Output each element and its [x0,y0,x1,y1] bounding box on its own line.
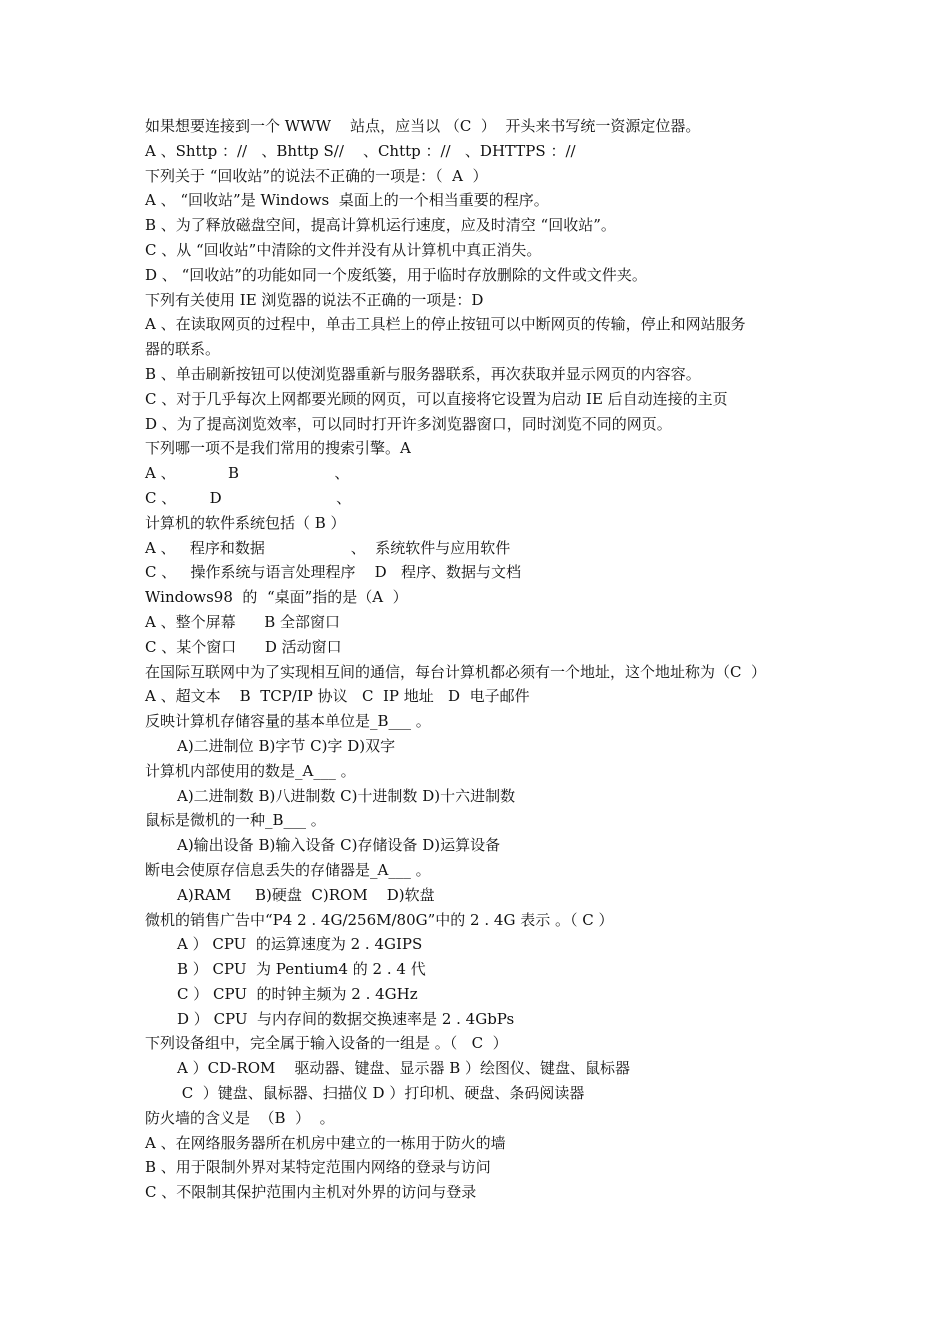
answer-option-continued: 器的联系。 [145,340,221,359]
question-text: Windows98 的 “桌面”指的是（A ） [145,588,408,607]
question-text: 微机的销售广告中“P4 2 . 4G/256M/80G”中的 2 . 4G 表示 。（ C ） [145,910,614,929]
answer-options: A ）CD-ROM 驱动器、键盘、显示器 B ）绘图仪、键盘、鼠标器 [177,1059,631,1078]
answer-option: B ） CPU 为 Pentium4 的 2 . 4 代 [177,960,426,979]
answer-option: A 、 “回收站”是 Windows 桌面上的一个相当重要的程序。 [145,191,549,210]
answer-option: B 、用于限制外界对某特定范围内网络的登录与访问 [145,1158,491,1177]
answer-option: C 、对于几乎每次上网都要光顾的网页，可以直接将它设置为启动 IE 后自动连接的主页 [145,389,728,408]
question-text: 在国际互联网中为了实现相互间的通信，每台计算机都必须有一个地址，这个地址称为（C ） [145,662,767,681]
answer-options: A 、Shttp ：// 、Bhttp S// 、Chttp ：// 、DHTTPS ：// [145,141,576,160]
answer-option: C 、从 “回收站”中清除的文件并没有从计算机中真正消失。 [145,240,542,259]
answer-options: A 、 B 、 [145,464,350,483]
question-text: 鼠标是微机的一种_B___ 。 [145,811,326,830]
answer-option: D 、 “回收站”的功能如同一个废纸篓，用于临时存放删除的文件或文件夹。 [145,265,647,284]
answer-options: A)二进制位 B)字节 C)字 D)双字 [177,736,396,755]
question-text: 计算机内部使用的数是_A___ 。 [145,761,356,780]
answer-option: A 、在读取网页的过程中，单击工具栏上的停止按钮可以中断网页的传输，停止和网站服务 [145,315,746,334]
answer-options: C 、 D 、 [145,488,352,507]
answer-options: A)输出设备 B)输入设备 C)存储设备 D)运算设备 [177,836,501,855]
answer-options: C ）键盘、鼠标器、扫描仪 D ）打印机、硬盘、条码阅读器 [177,1084,585,1103]
answer-option: D 、为了提高浏览效率，可以同时打开许多浏览器窗口，同时浏览不同的网页。 [145,414,672,433]
question-text: 下列有关使用 IE 浏览器的说法不正确的一项是：D [145,290,484,309]
answer-options: A 、超文本 B TCP/IP 协议 C IP 地址 D 电子邮件 [145,687,530,706]
question-text: 如果想要连接到一个 WWW 站点，应当以 （C ） 开头来书写统一资源定位器。 [145,117,701,135]
answer-option: A ） CPU 的运算速度为 2 . 4GIPS [177,935,423,954]
answer-option: B 、为了释放磁盘空间，提高计算机运行速度，应及时清空 “回收站”。 [145,216,616,235]
question-text: 计算机的软件系统包括（ B ） [145,513,346,532]
answer-option: C 、不限制其保护范围内主机对外界的访问与登录 [145,1183,477,1202]
answer-option: B 、单击刷新按钮可以使浏览器重新与服务器联系，再次获取并显示网页的内容容。 [145,364,701,383]
answer-option: C ） CPU 的时钟主频为 2 . 4GHz [177,984,418,1003]
answer-option: A 、在网络服务器所在机房中建立的一栋用于防火的墙 [145,1133,506,1152]
answer-options: C 、某个窗口 D 活动窗口 [145,637,342,656]
answer-options: A 、整个屏幕 B 全部窗口 [145,612,341,631]
question-text: 下列关于 “回收站”的说法不正确的一项是：（ A ） [145,166,488,185]
question-text: 反映计算机存储容量的基本单位是_B___ 。 [145,712,431,731]
answer-options: A 、 程序和数据 、 系统软件与应用软件 [145,538,511,557]
answer-option: D ） CPU 与内存间的数据交换速率是 2 . 4GbPs [177,1009,515,1028]
answer-options: A)RAM B)硬盘 C)ROM D)软盘 [177,885,435,904]
question-text: 防火墙的含义是 （B ） 。 [145,1108,335,1127]
question-text: 断电会使原存信息丢失的存储器是_A___ 。 [145,860,431,879]
document-body [145,114,825,1205]
answer-options: A)二进制数 B)八进制数 C)十进制数 D)十六进制数 [177,786,516,805]
answer-options: C 、 操作系统与语言处理程序 D 程序、数据与文档 [145,563,521,582]
question-text: 下列哪一项不是我们常用的搜索引擎。A [145,439,411,458]
question-text: 下列设备组中，完全属于输入设备的一组是 。（ C ） [145,1034,508,1053]
